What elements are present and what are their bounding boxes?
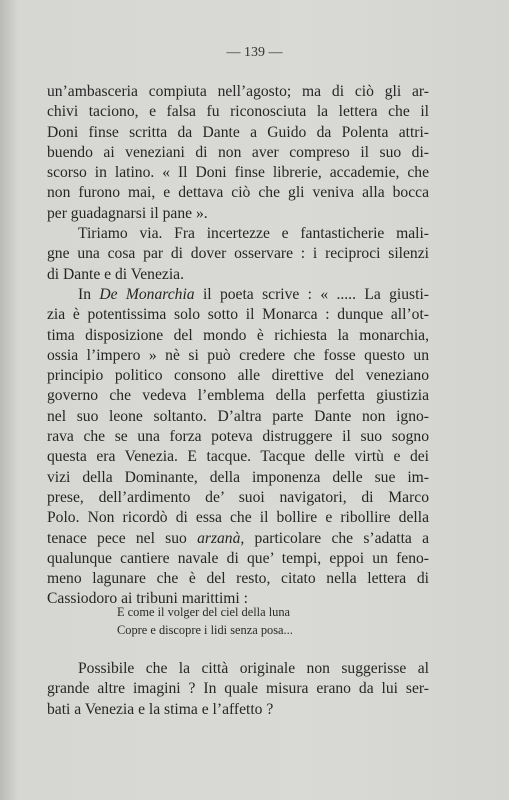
- text-line: governo che vedeva l’emblema della perfetta giustizia: [47, 387, 429, 405]
- text-line: meno lagunare che è del resto, citato nella lettera di: [47, 570, 429, 588]
- page-number: — 139 —: [226, 45, 283, 60]
- text-line: Polo. Non ricordò di essa che il bollire e ribollire della: [47, 509, 429, 527]
- text-line: principio politico consono alle direttive del veneziano: [47, 367, 429, 385]
- text-line: qualunque cantiere navale di que’ tempi, eppoi un feno-: [47, 549, 429, 567]
- text-line: bati a Venezia e la stima e l’affetto ?: [47, 700, 274, 718]
- text-line: vizi della Dominante, della imponenza delle sue im-: [47, 468, 429, 486]
- body-text: [47, 82, 429, 610]
- text-line: rava che se una forza poteva distruggere il suo sogno: [47, 428, 429, 446]
- text-line: ossia l’impero » nè si può credere che fosse questo un: [47, 346, 429, 364]
- text-line: un’ambasceria compiuta nell’agosto; ma di ciò gli ar-: [47, 83, 429, 100]
- text-line: Tiriamo via. Fra incertezze e fantasticherie mali-: [78, 225, 429, 243]
- text-run: , particolare che s’adatta a: [240, 529, 429, 547]
- verse-line: Copre e discopre i lidi senza posa...: [117, 623, 293, 637]
- text-line: grande altre imagini ? In quale misura erano da lui ser-: [47, 680, 429, 698]
- italic-word: arzanà: [197, 529, 241, 547]
- text-line: buendo ai veneziani di non aver compreso il suo di-: [47, 143, 429, 161]
- text-line: scorso in latino. « Il Doni finse librerie, accademie, che: [47, 164, 429, 182]
- text-line: di Dante e di Venezia.: [47, 265, 184, 283]
- book-title-italic: De Monarchia: [99, 285, 195, 303]
- text-line: Doni finse scritta da Dante a Guido da Polenta attri-: [47, 123, 429, 141]
- closing-paragraph: [47, 659, 429, 720]
- text-line: Possibile che la città originale non suggerisse al: [78, 660, 429, 677]
- text-run: tenace pece nel suo: [47, 529, 198, 547]
- text-line: per guadagnarsi il pane ».: [47, 204, 208, 222]
- text-line: tima disposizione del mondo è richiesta la monarchia,: [47, 326, 429, 344]
- text-line: nel suo leone soltanto. D’altra parte Dante non igno-: [47, 407, 429, 425]
- text-run: In: [78, 285, 100, 303]
- text-line: gne una cosa par di dover osservare : i reciproci silenzi: [47, 245, 429, 263]
- text-line: chivi taciono, e falsa fu riconosciuta la lettera che il: [47, 103, 429, 121]
- text-line: non furono mai, e dettava ciò che gli veniva alla bocca: [47, 184, 429, 202]
- text-line: prese, dell’ardimento de’ suoi navigatori, di Marco: [47, 488, 429, 506]
- text-line-with-italic: [47, 529, 429, 549]
- text-line: Cassiodoro ai tribuni marittimi :: [47, 590, 248, 608]
- text-line: zia è potentissima solo sotto il Monarca : dunque all’ot-: [47, 306, 429, 324]
- text-line-with-title: [47, 285, 429, 305]
- text-run: il poeta scrive : « ..... La giusti-: [194, 285, 429, 303]
- text-line: questa era Venezia. E tacque. Tacque delle virtù e dei: [47, 448, 429, 466]
- verse-line: E come il volger del ciel della luna: [117, 605, 291, 619]
- verse-quote: [117, 603, 417, 639]
